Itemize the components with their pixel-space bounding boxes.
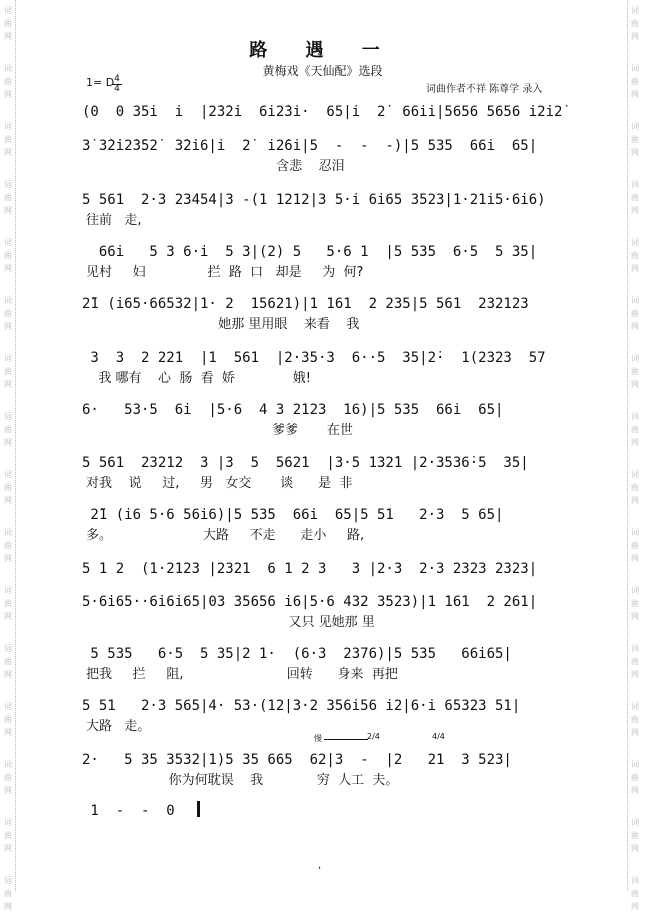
watermark-mark: 词 曲 网 <box>631 818 639 853</box>
tempo-extension-line <box>324 739 368 740</box>
watermark-mark: 词 曲 网 <box>631 64 639 99</box>
lyric-line: 含悲 忍泪 <box>86 159 345 174</box>
lyric-line: 往前 走, <box>86 213 142 228</box>
notation-line: 5 561 2·3 23454|3 -(1 1212|3 5·i 6i65 3523|1·21i5·6i6) <box>82 192 546 208</box>
watermark-mark: 词 曲 网 <box>4 702 12 737</box>
notation-line: 5 561 23212 3 |3 5 5621 |3·5 132̇1 |2·3536̇·5 35| <box>82 455 529 471</box>
lyric-line: 你为何耽误 我 穷 人工 夫。 <box>86 773 399 788</box>
watermark-mark: 词 曲 网 <box>631 876 639 911</box>
watermark-mark: 词 曲 网 <box>4 180 12 215</box>
watermark-mark: 词 曲 网 <box>631 412 639 447</box>
watermark-mark: 词 曲 网 <box>631 470 639 505</box>
notation-line: 2̈1 (i6 5·6 56i6)|5 535 66i 65|5 51 2·3 5 65| <box>82 507 504 523</box>
watermark-mark: 词 曲 网 <box>4 760 12 795</box>
key-signature: 1= D <box>86 76 115 89</box>
lyric-line: 又只 见她那 里 <box>86 615 375 630</box>
lyric-line: 见村 妇 拦 路 口 却是 为 何? <box>86 265 364 280</box>
watermark-mark: 词 曲 网 <box>631 586 639 621</box>
lyric-line: 她那 里用眼 来看 我 <box>86 317 360 332</box>
left-watermark-strip <box>0 0 16 911</box>
lyric-line: 多。 大路 不走 走小 路, <box>86 528 365 543</box>
notation-line: (0 0 35i i |2̇3̇2̇i 6i2̇3i· 65|i 2̇ 66ii|5656 5656 i2̇i2̇ <box>82 104 563 120</box>
time-signature-numerator: 4 <box>112 75 122 85</box>
watermark-mark: 词 曲 网 <box>631 354 639 389</box>
lyric-line: 我 哪有 心 肠 看 娇 娥! <box>86 371 311 386</box>
watermark-mark: 词 曲 网 <box>4 818 12 853</box>
watermark-mark: 词 曲 网 <box>631 760 639 795</box>
notation-line: 5 51 2·3 565|4· 53·(12|3·2 356i56 i2|6·i 65323 51| <box>82 698 521 714</box>
lyric-line: 爹爹 在世 <box>86 423 353 438</box>
watermark-mark: 词 曲 网 <box>631 702 639 737</box>
watermark-mark: 词 曲 网 <box>4 122 12 157</box>
watermark-mark: 词 曲 网 <box>631 122 639 157</box>
watermark-mark: 词 曲 网 <box>4 470 12 505</box>
notation-line: 5·6i65··6i6i65|03 35656 i6|5·6 432 3523)|1 161 2 261| <box>82 594 538 610</box>
lyric-line: 对我 说 过, 男 女交 谈 是 非 <box>86 476 353 491</box>
watermark-mark: 词 曲 网 <box>4 296 12 331</box>
notation-line: 2̈1 (i65·66532|1· 2 15621)|1 161 2 235|5 561 232123 <box>82 296 529 312</box>
watermark-mark: 词 曲 网 <box>4 412 12 447</box>
final-barline <box>197 801 200 817</box>
watermark-mark: 词 曲 网 <box>4 644 12 679</box>
watermark-mark: 词 曲 网 <box>631 180 639 215</box>
lyric-line: 大路 走。 <box>86 719 151 734</box>
notation-line: 3̇ 3̇2̇i2̇3̇52̇ 3̇2̇i6|i 2̇ i2̇6i|5 - - -)|5 535 66i 65| <box>82 138 538 154</box>
notation-line: 2· 5 35 3532|1)5 35 665 62|3 - |2 21 3 523| <box>82 752 512 768</box>
song-title: 路 遇 一 <box>249 40 396 61</box>
credits: 词曲作者不祥 陈尊学 录入 <box>426 84 543 95</box>
time-signature-denominator: 4 <box>114 84 120 94</box>
time-signature <box>112 75 122 94</box>
meter-change-2-4: 2/4 <box>367 732 380 741</box>
watermark-mark: 词 曲 网 <box>4 64 12 99</box>
watermark-mark: 词 曲 网 <box>631 528 639 563</box>
watermark-mark: 词 曲 网 <box>631 296 639 331</box>
watermark-mark: 词 曲 网 <box>4 586 12 621</box>
watermark-mark: 词 曲 网 <box>4 528 12 563</box>
watermark-mark: 词 曲 网 <box>4 876 12 911</box>
notation-line: 5 1 2 (1·2123 |2321 6 1 2 3 3 |2·3 2·3 2323 2323| <box>82 561 538 577</box>
notation-line: 6· 53·5 6i |5·6 4 3 2123 16)|5 535 66i 65| <box>82 402 504 418</box>
watermark-mark: 词 曲 网 <box>4 354 12 389</box>
page-mark: , <box>318 860 322 871</box>
watermark-mark: 词 曲 网 <box>631 238 639 273</box>
notation-line: 1 - - 0 <box>82 803 175 819</box>
tempo-mark: 慢 <box>314 734 322 743</box>
watermark-mark: 词 曲 网 <box>4 6 12 41</box>
song-subtitle: 黄梅戏《天仙配》选段 <box>262 64 383 78</box>
watermark-mark: 词 曲 网 <box>631 6 639 41</box>
right-watermark-strip <box>627 0 643 911</box>
notation-line: 3 3 2 221 |1 561 |2·35·3 6··5 35|2̇· 1(2323 57 <box>82 350 546 366</box>
watermark-mark: 词 曲 网 <box>4 238 12 273</box>
notation-line: 66i 5 3 6·i 5 3|(2) 5 5·6 1 |5 535 6·5 5 35| <box>82 244 538 260</box>
watermark-mark: 词 曲 网 <box>631 644 639 679</box>
lyric-line: 把我 拦 阻, 回转 身来 再把 <box>86 667 398 682</box>
meter-change-4-4: 4/4 <box>432 732 445 741</box>
notation-line: 5 535 6·5 5 35|2 1· (6·3 2376)|5 535 66i65| <box>82 646 512 662</box>
